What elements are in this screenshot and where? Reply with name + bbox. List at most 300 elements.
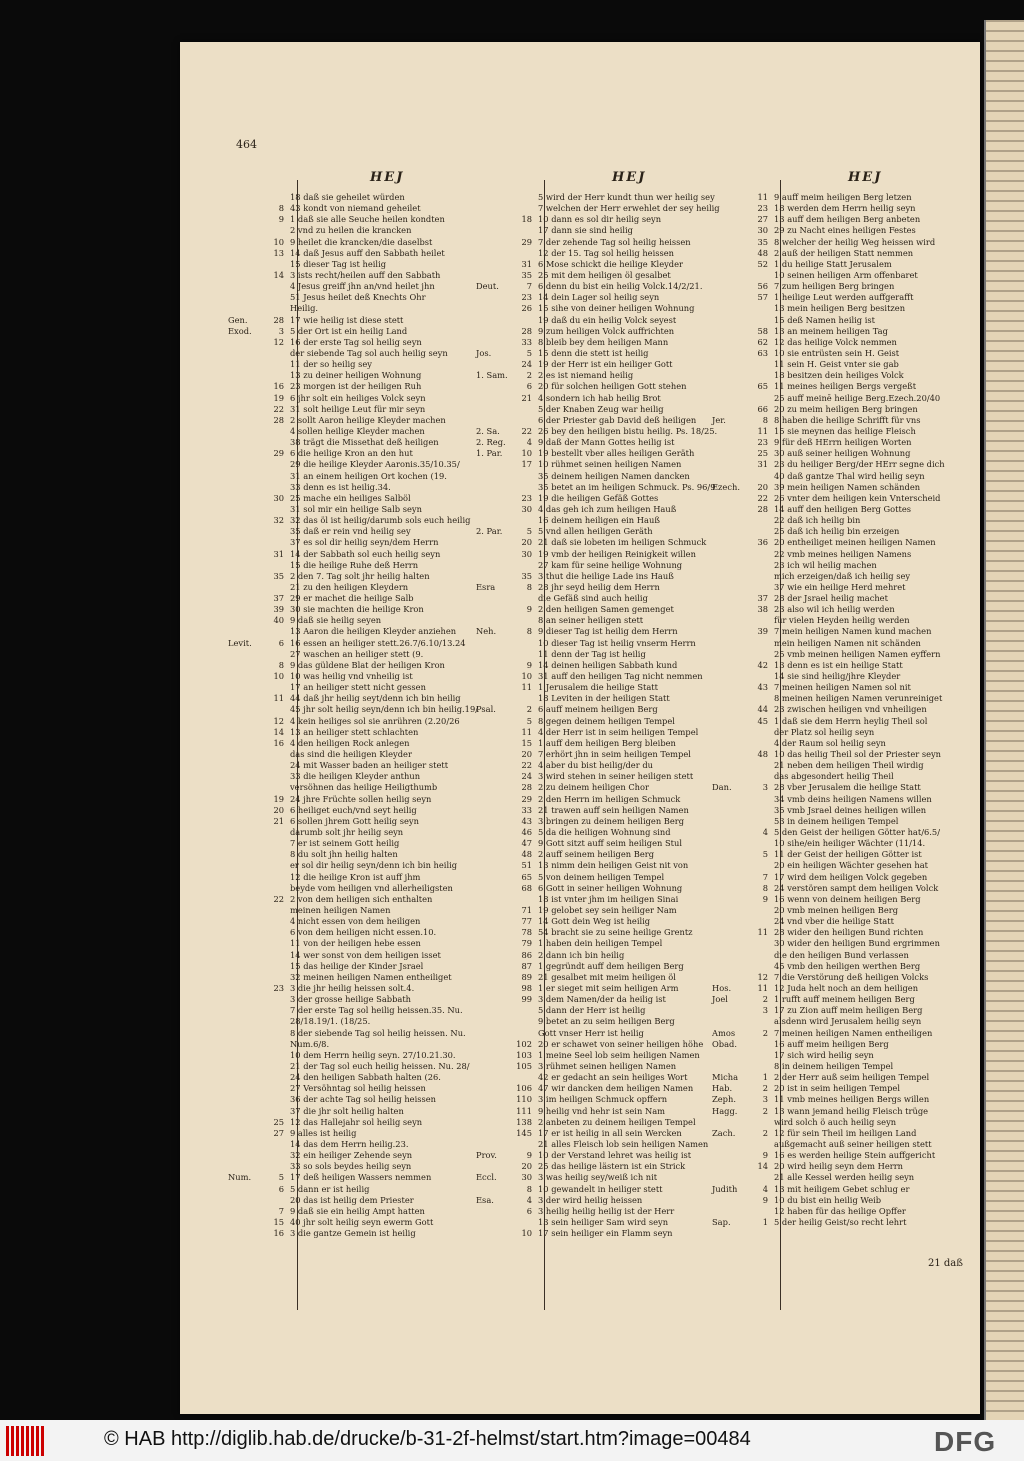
chapter-number: 32 [273, 515, 284, 526]
book-abbrev: 2. Par. [476, 526, 503, 537]
book-abbrev: Jer. [712, 414, 726, 425]
entry-text: 28 jhr seyd heilig dem Herrn [538, 581, 660, 592]
chapter-number: 22 [521, 760, 532, 771]
chapter-number: 23 [757, 437, 768, 448]
index-entry [712, 938, 982, 949]
chapter-number: 35 [757, 236, 768, 247]
entry-text: 3 ists recht/heilen auff den Sabbath [290, 269, 441, 280]
entry-text: 5 der heilig Geist/so recht lehrt [774, 1216, 907, 1227]
index-entry [476, 1228, 766, 1239]
entry-text: 8 du solt jhn heilig halten [290, 849, 398, 860]
entry-text: 42 er gedacht an sein heiliges Wort [538, 1072, 688, 1083]
entry-text: 45 jhr solt heilig seyn/denn ich bin heilig.19/ [290, 704, 479, 715]
entry-text: 10 dann es sol dir heilig seyn [538, 214, 662, 225]
book-abbrev: 1. Par. [476, 448, 503, 459]
entry-text: 21 gesalbet mit meim heiligen öl [538, 971, 676, 982]
chapter-number: 29 [521, 793, 532, 804]
entry-text: das sind die heiligen Kleyder [290, 749, 412, 760]
chapter-number: 9 [526, 659, 532, 670]
chapter-number: 65 [521, 871, 532, 882]
entry-text: 18 Leviten in der heiligen Statt [538, 693, 670, 704]
index-entry [712, 1061, 982, 1072]
chapter-number: 77 [521, 916, 532, 927]
entry-text: 14 sie sind heilig/jhre Kleyder [774, 671, 901, 682]
index-entry [712, 905, 982, 916]
chapter-number: 28 [273, 314, 284, 325]
chapter-number: 71 [521, 905, 532, 915]
entry-text: 3 bringen zu deinem heiligen Berg [538, 815, 685, 826]
chapter-number: 51 [521, 860, 532, 871]
book-abbrev: Obad. [712, 1038, 738, 1049]
chapter-number: 11 [273, 693, 284, 704]
entry-text: 24 den heiligen Sabbath halten (26. [290, 1072, 441, 1083]
entry-text: 44 daß jhr heilig seyt/denn ich bin heilig [290, 693, 461, 704]
entry-text: 11 vmb meines heiligen Bergs willen [774, 1094, 930, 1105]
entry-text: 8 an seiner heiligen stett [538, 615, 644, 626]
entry-text: 10 seinen heiligen Arm offenbaret [774, 269, 918, 280]
chapter-number: 11 [521, 682, 532, 693]
entry-text: 29 die heilige Kleyder Aaronis.35/10.35/ [290, 459, 460, 470]
entry-text: 14 das dem Herrn heilig.23. [290, 1138, 409, 1149]
chapter-number: 25 [757, 448, 768, 459]
book-abbrev: Levit. [228, 637, 252, 648]
dfg-logo: DFG [934, 1426, 997, 1457]
entry-text: 14 wer sonst von dem heiligen isset [290, 949, 441, 960]
entry-text: 16 essen an heiliger stett.26.7/6.10/13.24 [290, 637, 466, 648]
index-entry [712, 560, 982, 571]
entry-text: 17 zu Zion auff meim heiligen Berg [774, 1005, 923, 1016]
entry-text: 7 mein heiligen Namen kund machen [774, 626, 932, 637]
entry-text: 24 verstören sampt dem heiligen Volck [774, 882, 939, 893]
chapter-number: 48 [757, 247, 768, 258]
chapter-number: 106 [516, 1083, 532, 1094]
index-entry [712, 549, 982, 560]
entry-text: 17 sich wird heilig seyn [774, 1049, 874, 1060]
index-entry [712, 259, 982, 270]
index-entry [712, 393, 982, 404]
entry-text: 1 er sieget mit seim heiligen Arm [538, 982, 679, 993]
chapter-number: 20 [757, 481, 768, 492]
entry-text: 22 vmb meines heiligen Namens [774, 548, 912, 559]
chapter-number: 43 [521, 815, 532, 826]
book-abbrev: Gen. [228, 314, 248, 325]
index-entry [712, 1094, 982, 1105]
chapter-number: 102 [516, 1038, 532, 1049]
entry-text: 3 die gantze Gemein ist heilig [290, 1228, 416, 1239]
index-entry [712, 693, 982, 704]
hab-logo [6, 1426, 48, 1456]
index-entry [712, 816, 982, 827]
entry-text: 11 denn der Tag ist heilig [538, 648, 646, 659]
chapter-number: 28 [521, 325, 532, 336]
entry-text: 13 Aaron die heiligen Kleyder anziehen [290, 626, 457, 637]
chapter-number: 23 [757, 203, 768, 214]
entry-text: 13 an heiliger stett schlachten [290, 726, 419, 737]
entry-text: 6 Mose schickt die heilige Kleyder [538, 258, 683, 269]
chapter-number: 45 [757, 715, 768, 726]
entry-text: 51 Jesus heilet deß Knechts Ohr [290, 292, 426, 303]
entry-text: darumb solt jhr heilig seyn [290, 827, 404, 838]
book-abbrev: Judith [712, 1183, 738, 1194]
index-entry [712, 526, 982, 537]
chapter-number: 2 [762, 994, 768, 1005]
entry-text: 9 betet an zu seim heiligen Berg [538, 1016, 675, 1027]
index-entry [712, 381, 982, 392]
entry-text: 12 Juda helt noch an dem heiligen [774, 982, 919, 993]
book-abbrev: 2. Reg. [476, 437, 506, 448]
entry-text: 26 vnter dem heiligen kein Vnterscheid [774, 492, 941, 503]
index-entry [712, 1016, 982, 1027]
entry-text: 2 dann ich bin heilig [538, 949, 625, 960]
index-entry [712, 270, 982, 281]
entry-text: 27 kam für seine heilige Wohnung [538, 559, 683, 570]
book-page [180, 42, 980, 1414]
entry-text: 9 für deß HErrn heiligen Worten [774, 437, 912, 448]
entry-text: 21 zu den heiligen Kleydern [290, 581, 409, 592]
entry-text: 35 vmb Jsrael deines heiligen willen [774, 804, 927, 815]
entry-text: 16 auff meim heiligen Berg [774, 1038, 889, 1049]
chapter-number: 138 [516, 1116, 532, 1127]
entry-text: 1 meine Seel lob seim heiligen Namen [538, 1049, 700, 1060]
chapter-number: 31 [273, 548, 284, 559]
chapter-number: 20 [521, 749, 532, 760]
adjacent-page-edge [984, 20, 1024, 1420]
entry-text: 25 das heilige lästern ist ein Strick [538, 1161, 686, 1172]
entry-text: 30 wider den heiligen Bund ergrimmen [774, 938, 940, 949]
index-entry [712, 716, 982, 727]
entry-text: 24 vnd vber die heilige Statt [774, 916, 894, 927]
entry-text: die Gefäß sind auch heilig [538, 593, 648, 604]
chapter-number: 2 [762, 1105, 768, 1116]
chapter-number: 6 [278, 1183, 284, 1194]
book-abbrev: Hab. [712, 1083, 733, 1094]
entry-text: 21 neben dem heiligen Theil wirdig [774, 760, 924, 771]
entry-text: 31 auff den heiligen Tag nicht nemmen [538, 671, 703, 682]
entry-text: 17 deß heiligen Wassers nemmen [290, 1172, 432, 1183]
index-entry [712, 994, 982, 1005]
index-entry [712, 638, 982, 649]
book-abbrev: Amos [712, 1027, 736, 1038]
chapter-number: 30 [521, 548, 532, 559]
entry-text: 8 gegen deinem heiligen Tempel [538, 715, 675, 726]
entry-text: 11 der Geist der heiligen Götter ist [774, 849, 922, 860]
entry-text: 9 heilet die krancken/die daselbst [290, 236, 433, 247]
chapter-number: 66 [757, 403, 768, 414]
entry-text: 18 werden dem Herrn heilig seyn [774, 203, 916, 214]
entry-text: 4 der Herr ist in seim heiligen Tempel [538, 726, 699, 737]
index-entry [712, 894, 982, 905]
entry-text: 7 zum heiligen Berg bringen [774, 281, 895, 292]
entry-text: 6 auff meinem heiligen Berg [538, 704, 658, 715]
entry-text: 8 haben die heilige Schrifft für vns [774, 414, 921, 425]
entry-text: 19 daß du ein heilig Volck seyest [538, 314, 677, 325]
entry-text: 35 betet an im heiligen Schmuck. Ps. 96/9 [538, 481, 716, 492]
chapter-number: 19 [273, 392, 284, 403]
entry-text: 11 der so heilig sey [290, 359, 372, 370]
entry-text: 14 Gott dein Weg ist heilig [538, 916, 651, 927]
book-abbrev: Joel [712, 994, 728, 1005]
chapter-number: 20 [273, 804, 284, 815]
entry-text: 47 wir dancken dem heiligen Namen [538, 1083, 694, 1094]
index-entry [712, 1172, 982, 1183]
chapter-number: 5 [526, 347, 532, 358]
entry-text: 31 sol mir ein heilige Salb seyn [290, 503, 422, 514]
index-entry [712, 404, 982, 415]
chapter-number: 30 [521, 503, 532, 514]
chapter-number: 99 [521, 994, 532, 1005]
chapter-number: 10 [273, 236, 284, 247]
chapter-number: 3 [278, 325, 284, 336]
chapter-number: 48 [757, 749, 768, 760]
entry-text: 20 wird heilig seyn dem Herrn [774, 1161, 904, 1172]
entry-text: 10 gewandelt in heiliger stett [538, 1183, 663, 1194]
chapter-number: 15 [521, 737, 532, 748]
entry-text: 9 zum heiligen Volck auffrichten [538, 325, 675, 336]
entry-text: 27 waschen an heiliger stett (9. [290, 648, 424, 659]
running-head-3: HEJ [848, 170, 883, 185]
chapter-number: 15 [273, 1216, 284, 1227]
entry-text: 8 der siebende Tag sol heilig heissen. Nu. [290, 1027, 466, 1038]
chapter-number: 44 [757, 704, 768, 715]
chapter-number: 14 [273, 269, 284, 280]
entry-text: 3 was heilig sey/weiß ich nit [538, 1172, 658, 1183]
entry-text: 10 sie entrüsten sein H. Geist [774, 347, 900, 358]
index-entry [712, 794, 982, 805]
chapter-number: 8 [526, 581, 532, 592]
entry-text: 16 der erste Tag sol heilig seyn [290, 336, 422, 347]
chapter-number: 28 [757, 503, 768, 514]
index-entry [712, 459, 982, 470]
chapter-number: 33 [521, 804, 532, 815]
entry-text: 18 besitzen dein heiliges Volck [774, 370, 904, 381]
entry-text: 33 die heiligen Kleyder anthun [290, 771, 421, 782]
entry-text: 17 sein heiliger ein Flamm seyn [538, 1228, 673, 1239]
chapter-number: 11 [757, 982, 768, 993]
entry-text: 54 bracht sie zu seine heilige Grentz [538, 927, 693, 938]
book-abbrev: 2. Sa. [476, 425, 500, 436]
book-abbrev: Zach. [712, 1127, 736, 1138]
chapter-number: 26 [521, 303, 532, 314]
entry-text: 14 deinen heiligen Sabbath kund [538, 659, 678, 670]
chapter-number: 10 [273, 671, 284, 682]
entry-text: 3 der grosse heilige Sabbath [290, 994, 412, 1005]
chapter-number: 10 [521, 448, 532, 459]
chapter-number: 27 [273, 1127, 284, 1138]
index-entry [712, 983, 982, 994]
entry-text: 18 ist vnter jhm im heiligen Sinai [538, 893, 679, 904]
entry-text: 26 bey den heiligen bistu heilig. Ps. 18/25. [538, 425, 718, 436]
entry-text: 20 er schawet von seiner heiligen höhe [538, 1038, 704, 1049]
entry-text: 8 in deinem heiligen Tempel [774, 1060, 894, 1071]
chapter-number: 79 [521, 938, 532, 949]
entry-text: 27 Versöhntag sol heilig heissen [290, 1083, 426, 1094]
entry-text: 31 an einem heiligen Ort kochen (19. [290, 470, 447, 481]
index-entry [712, 370, 982, 381]
book-abbrev: Deut. [476, 281, 499, 292]
entry-text: 13 an meinem heiligen Tag [774, 325, 888, 336]
entry-text: 1 haben dein heiligen Tempel [538, 938, 663, 949]
chapter-number: 22 [757, 492, 768, 503]
chapter-number: 8 [762, 882, 768, 893]
index-entry [712, 972, 982, 983]
chapter-number: 3 [762, 1005, 768, 1016]
index-entry [712, 1005, 982, 1016]
chapter-number: 23 [521, 292, 532, 303]
book-abbrev: Hagg. [712, 1105, 738, 1116]
chapter-number: 145 [516, 1127, 532, 1138]
book-abbrev: Num. [228, 1172, 252, 1183]
chapter-number: 39 [273, 604, 284, 615]
entry-text: 2 zu deinem heiligen Chor [538, 782, 649, 793]
entry-text: 4 Jesus greiff jhn an/vnd heilet jhn [290, 281, 435, 292]
chapter-number: 4 [526, 1194, 532, 1205]
index-column-3 [712, 192, 982, 1228]
book-abbrev: Esra [476, 581, 496, 592]
chapter-number: 8 [762, 414, 768, 425]
index-entry [712, 671, 982, 682]
index-entry [712, 1128, 982, 1139]
chapter-number: 7 [278, 1205, 284, 1216]
entry-text: 1 daß sie alle Seuche heilen kondten [290, 214, 445, 225]
copyright-url[interactable]: © HAB http://diglib.hab.de/drucke/b-31-2f-helmst/start.htm?image=00484 [104, 1428, 751, 1450]
chapter-number: 5 [762, 849, 768, 860]
entry-text: 6 Gott in seiner heiligen Wohnung [538, 882, 683, 893]
entry-text: 10 dem Herrn heilig seyn. 27/10.21.30. [290, 1049, 456, 1060]
entry-text: 2 es ist niemand heilig [538, 370, 634, 381]
entry-text: 36 der achte Tag sol heilig heissen [290, 1094, 437, 1105]
index-entry [712, 437, 982, 448]
entry-text: 2 auff seinem heiligen Berg [538, 849, 655, 860]
chapter-number: 9 [526, 1150, 532, 1161]
entry-text: 7 erhört jhn in seim heiligen Tempel [538, 749, 691, 760]
entry-text: 17 dann sie sind heilig [538, 225, 633, 236]
entry-text: 6 die heilige Kron an den hut [290, 448, 413, 459]
chapter-number: 40 [273, 615, 284, 626]
entry-text: 15 sihe von deiner heiligen Wohnung [538, 303, 695, 314]
index-entry [712, 849, 982, 860]
running-head-1: HEJ [370, 170, 405, 185]
entry-text: 11 von der heiligen hebe essen [290, 938, 421, 949]
entry-text: 3 heilig heilig heilig ist der Herr [538, 1205, 675, 1216]
book-abbrev: 1. Sam. [476, 370, 508, 381]
entry-text: 33 so sols beydes heilig seyn [290, 1161, 412, 1172]
chapter-number: 8 [526, 1183, 532, 1194]
index-entry [712, 237, 982, 248]
entry-text: 7 die Verstörung deß heiligen Volcks [774, 971, 929, 982]
entry-text: das abgesondert heilig Theil [774, 771, 894, 782]
entry-text: 21 trawen auff sein heiligen Namen [538, 804, 689, 815]
chapter-number: 30 [273, 492, 284, 503]
entry-text: 20 ist in seim heiligen Tempel [774, 1083, 900, 1094]
viewer-footer [0, 1420, 1024, 1461]
chapter-number: 87 [521, 960, 532, 971]
index-entry [712, 771, 982, 782]
chapter-number: 103 [516, 1049, 532, 1060]
index-entry [712, 927, 982, 938]
index-entry [712, 883, 982, 894]
index-entry [712, 1106, 982, 1117]
entry-text: mich erzeigen/daß ich heilig sey [774, 570, 911, 581]
entry-text: 6 sollen jhrem Gott heilig seyn [290, 815, 419, 826]
entry-text: 25 daß ich heilig bin erzeigen [774, 526, 900, 537]
index-entry [712, 482, 982, 493]
chapter-number: 23 [521, 492, 532, 503]
entry-text: Heilig. [290, 303, 319, 314]
entry-text: 4 aber du bist heilig/der du [538, 760, 653, 771]
entry-text: 18 daß sie geheilet würden [290, 192, 405, 202]
chapter-number: 36 [757, 537, 768, 548]
entry-text: 9 daß sie ein heilig Ampt hatten [290, 1205, 425, 1216]
chapter-number: 10 [521, 671, 532, 682]
chapter-number: 24 [521, 359, 532, 370]
entry-text: 20 zu meim heiligen Berg bringen [774, 403, 918, 414]
entry-text: 9 dieser Tag ist heilig dem Herrn [538, 626, 678, 637]
entry-text: 39 mein heiligen Namen schänden [774, 481, 921, 492]
chapter-number: 11 [521, 726, 532, 737]
entry-text: 15 dieser Tag ist heilig [290, 258, 387, 269]
index-entry [712, 192, 982, 203]
index-entry [712, 1039, 982, 1050]
chapter-number: 2 [762, 1083, 768, 1094]
chapter-number: 42 [757, 659, 768, 670]
chapter-number: 1 [762, 1216, 768, 1227]
chapter-number: 9 [762, 1194, 768, 1205]
entry-text: der siebende Tag sol auch heilig seyn [290, 347, 448, 358]
entry-text: 3 thut die heilige Lade ins Hauß [538, 570, 674, 581]
chapter-number: 35 [521, 269, 532, 280]
index-entry [712, 626, 982, 637]
index-entry [712, 860, 982, 871]
entry-text: 12 für sein Theil im heiligen Land [774, 1127, 917, 1138]
entry-text: außgemacht auß seiner heiligen stett [774, 1138, 932, 1149]
entry-text: 6 denn du bist ein heilig Volck.14/2/21. [538, 281, 703, 292]
index-entry [712, 326, 982, 337]
chapter-number: 20 [521, 1161, 532, 1172]
entry-text: 7 meinen heiligen Namen sol nit [774, 682, 911, 693]
index-entry [712, 916, 982, 927]
entry-text: 5 der Knaben Zeug war heilig [538, 403, 664, 414]
chapter-number: 48 [521, 849, 532, 860]
entry-text: 19 vmb der heiligen Reinigkeit willen [538, 548, 696, 559]
entry-text: 5 von deinem heiligen Tempel [538, 871, 665, 882]
entry-text: 3 die jhr heilig heissen solt.4. [290, 982, 415, 993]
entry-text: 5 dann er ist heilig [290, 1183, 370, 1194]
entry-text: 13 nimm dein heiligen Geist nit von [538, 860, 689, 871]
index-entry [712, 872, 982, 883]
entry-text: 2 den Herrn im heiligen Schmuck [538, 793, 681, 804]
entry-text: 6 der Priester gab David deß heiligen [538, 414, 697, 425]
entry-text: 2 der Herr auß seim heiligen Tempel [774, 1072, 930, 1083]
chapter-number: 5 [526, 715, 532, 726]
index-entry [712, 950, 982, 961]
entry-text: 16 wenn von deinem heiligen Berg [774, 893, 921, 904]
entry-text: 17 wird dem heiligen Volck gegeben [774, 871, 928, 882]
chapter-number: 2 [526, 370, 532, 381]
index-entry [712, 1072, 982, 1083]
entry-text: 20 vmb meinen heiligen Berg [774, 905, 899, 915]
book-abbrev: Jos. [476, 347, 492, 358]
chapter-number: 105 [516, 1060, 532, 1071]
entry-text: 32 das öl ist heilig/darumb sols euch heilig [290, 515, 471, 526]
entry-text: 13 wann jemand heilig Fleisch trüge [774, 1105, 929, 1116]
chapter-number: 5 [526, 526, 532, 537]
index-entry [712, 303, 982, 314]
chapter-number: 35 [521, 570, 532, 581]
entry-text: beyde vom heiligen vnd allerheiligsten [290, 882, 453, 893]
page-number: 464 [236, 138, 257, 151]
running-head-2: HEJ [612, 170, 647, 185]
chapter-number: 17 [521, 459, 532, 470]
